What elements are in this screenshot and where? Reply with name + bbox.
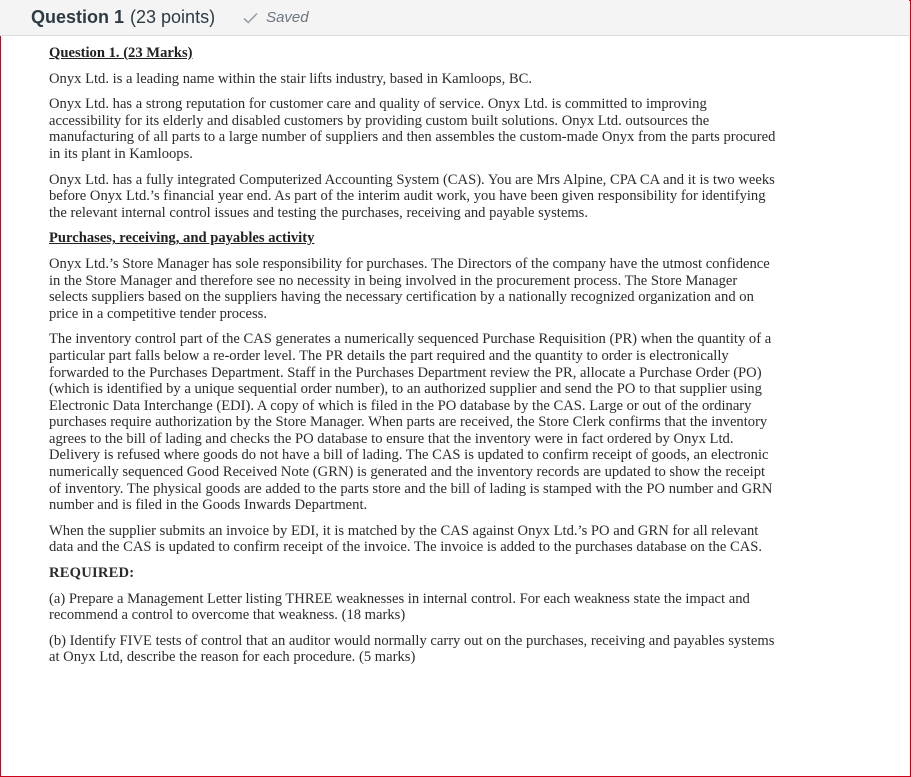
- question-body: [49, 45, 777, 675]
- paragraph-reputation: Onyx Ltd. has a strong reputation for customer care and quality of service. Onyx Ltd. is committed to improving accessibility for its elderly and disabled customers by providing custom built solutions. Onyx Ltd. outsources the manufacturing of all parts to a large number of suppliers and then assembles the custom-made Onyx from the parts procured in its plant in Kamloops.: [49, 96, 776, 162]
- paragraph-invoice: When the supplier submits an invoice by EDI, it is matched by the CAS against Onyx Ltd.’s PO and GRN for all relevant data and the CAS is updated to confirm receipt of the invoice. The invoice is added to the purchases database on the CAS.: [49, 522, 763, 556]
- question-header: [0, 0, 909, 36]
- requirement-a: (a) Prepare a Management Letter listing THREE weaknesses in internal control. For each weakness state the impact and recommend a control to overcome that weakness. (18 marks): [49, 590, 750, 624]
- question-body-title: Question 1. (23 Marks): [49, 45, 193, 61]
- requirement-b: (b) Identify FIVE tests of control that an auditor would normally carry out on the purchases, receiving and payables systems at Onyx Ltd, describe the reason for each procedure. (5 marks): [49, 632, 775, 666]
- paragraph-intro: Onyx Ltd. is a leading name within the stair lifts industry, based in Kamloops, BC.: [49, 70, 533, 87]
- required-heading: REQUIRED:: [49, 565, 135, 582]
- paragraph-store-manager: Onyx Ltd.’s Store Manager has sole responsibility for purchases. The Directors of the company have the utmost confidence in the Store Manager and therefore see no necessity in being involved in the procurement process. The Store Manager selects suppliers based on the suppliers having the necessary certification by a nationally recognized organization and on price in a competitive tender process.: [49, 255, 770, 322]
- saved-status: [243, 9, 309, 26]
- question-title: Question 1: [31, 7, 125, 27]
- question-points: (23 points): [130, 7, 216, 27]
- saved-label: Saved: [266, 9, 309, 26]
- paragraph-cas: Onyx Ltd. has a fully integrated Computerized Accounting System (CAS). You are Mrs Alpine, CPA CA and it is two weeks before Onyx Ltd.’s financial year end. As part of the interim audit work, you have been given responsibility for identifying the relevant internal control issues and testing the purchases, receiving and payable systems.: [49, 171, 775, 221]
- check-icon: [243, 12, 258, 24]
- section-heading: Purchases, receiving, and payables activity: [49, 230, 315, 247]
- paragraph-inventory-control: The inventory control part of the CAS generates a numerically sequenced Purchase Requisition (PR) when the quantity of a particular part falls below a re-order level. The PR details the part required and the quantity to order is electronically forwarded to the Purchases Department. Staff in the Purchases Department review the PR, allocate a Purchase Order (PO) (which is identified by a unique sequential order number), to an authorized supplier and send the PO to that supplier using Electronic Data Interchange (EDI). A copy of which is filed in the PO database by the CAS. Large or out of the ordinary purchases require authorization by the Store Manager. When parts are received, the Store Clerk confirms that the inventory agrees to the bill of lading and checks the PO database to ensure that the inventory were in fact ordered by Onyx Ltd. Delivery is refused where goods do not have a bill of lading. The CAS is updated to confirm receipt of goods, an electronic numerically sequenced Good Received Note (GRN) is generated and the inventory records are updated to show the receipt of inventory. The physical goods are added to the parts store and the bill of lading is stamped with the PO number and GRN number and is filed in the Goods Inwards Department.: [49, 331, 773, 514]
